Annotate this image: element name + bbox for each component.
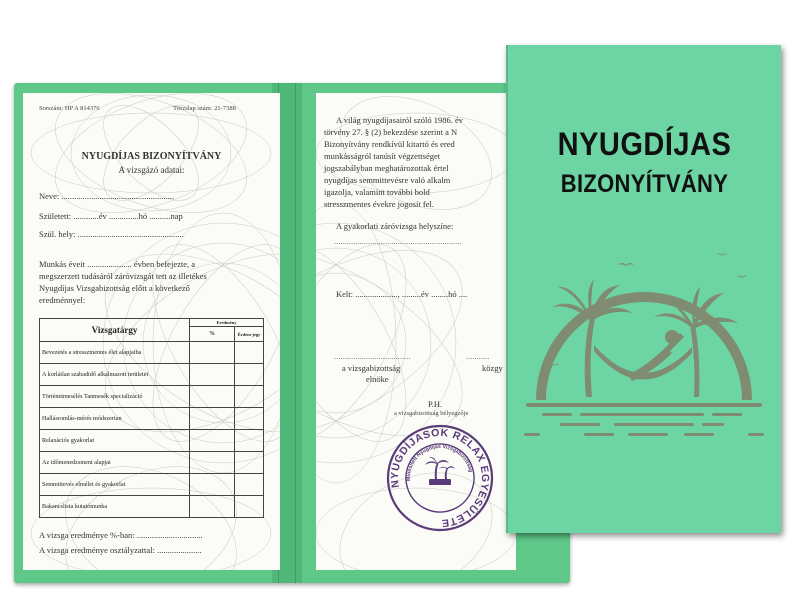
chair-label-line-1: a vizsgabizottság xyxy=(342,363,401,373)
candidate-data-heading: A vizsgázó adatai: xyxy=(118,165,185,175)
member-label: közgy xyxy=(482,363,503,373)
grades-table xyxy=(39,318,264,518)
serial-number: Sorszám: HP A 814376 xyxy=(39,105,100,112)
date-line: Kelt: ...................., .........év ........hó .... xyxy=(336,289,468,299)
legal-text-line-3: Bizonyítvány rendkívül kitartó és ered xyxy=(324,139,455,149)
subject-cell: Hallásromlás-mérés módszertan xyxy=(40,408,190,430)
legal-text-line-8: stresszmentes évekre jogosít fel. xyxy=(324,199,434,209)
table-row xyxy=(40,474,264,496)
name-line: Neve: ..................................................... xyxy=(39,191,175,201)
intro-line-3: Nyugdíjas Vizsgabizottság előtt a következő xyxy=(39,283,190,293)
table-row xyxy=(40,408,264,430)
subject-cell: Az időmenedzsment alapjai xyxy=(40,452,190,474)
intro-line-2: megszerzett tudásáról záróvizsgát tett az illetékes xyxy=(39,271,207,281)
stamp-outer-text: NYUGDÍJASOK RELAX EGYESÜLETE xyxy=(388,426,492,530)
chair-label-line-2: elnöke xyxy=(366,374,389,384)
legal-text-line-1: A világ nyugdíjasairól szóló 1986. év xyxy=(336,115,464,125)
legal-text-line-6: nyugdíjas semmittevésre való alkalm xyxy=(324,175,451,185)
intro-line-4: eredménnyel: xyxy=(39,295,86,305)
subject-cell: Bevezetés a stresszmentes élet alapjaiba xyxy=(40,342,190,364)
subject-cell: Bakancslista kutatómunka xyxy=(40,496,190,518)
signature-line: .................................... xyxy=(334,351,411,361)
subject-cell: A korlátlan szabadidő alkalmazott területei xyxy=(40,364,190,386)
table-row xyxy=(40,386,264,408)
birth-date-line: Született: ............év ..............hó ..........nap xyxy=(39,211,183,221)
table-row xyxy=(40,452,264,474)
ph-label: P.H. xyxy=(428,399,443,409)
legal-text-line-4: munkásságról tanúsít végzettséget xyxy=(324,151,441,161)
percent-header: % xyxy=(190,327,235,342)
left-page xyxy=(23,93,280,570)
intro-line-1: Munkás éveit ..................... évben befejezte, a xyxy=(39,259,196,269)
result-grade-line: A vizsga eredménye osztályzattal: ..................... xyxy=(39,545,202,555)
palm-hammock-sunset-icon xyxy=(524,225,764,487)
official-stamp xyxy=(385,423,495,533)
certificate-cover xyxy=(506,45,781,533)
cover-title-line-2: BIZONYÍTVÁNY xyxy=(560,169,729,198)
result-header: Eredmény xyxy=(190,319,264,327)
legal-text-line-2: törvény 27. § (2) bekezdése szerint a N xyxy=(324,127,458,137)
table-row xyxy=(40,430,264,452)
legal-text-line-5: jogszabályban meghatározottak értel xyxy=(324,163,449,173)
birth-place-line: Szül. hely: .................................................. xyxy=(39,229,184,239)
dotted-line: ............................................................ xyxy=(334,236,462,246)
table-row xyxy=(40,342,264,364)
subject-cell: Semmittevés elmélet és gyakorlat xyxy=(40,474,190,496)
subject-cell: Történetmesélés Tanmesék specializáció xyxy=(40,386,190,408)
subject-cell: Relaxációs gyakorlat xyxy=(40,430,190,452)
certificate-title: NYUGDÍJAS BIZONYÍTVÁNY xyxy=(81,151,222,162)
svg-text:NYUGDÍJASOK RELAX EGYESÜLETE xyxy=(385,423,495,533)
stamp-inner-text: Minősített Nyugdíjas Vizsgabizottság xyxy=(405,443,474,482)
grade-header: Érdem-jegy xyxy=(235,327,264,342)
signature-line: ........... xyxy=(466,351,490,361)
register-number: Törzslap szám: 21-7388 xyxy=(173,105,236,112)
table-row xyxy=(40,496,264,518)
legal-text-line-7: igazolja, valamint további bold xyxy=(324,187,430,197)
cover-title-line-1: NYUGDÍJAS xyxy=(557,127,732,163)
stamp-palm-icon xyxy=(425,457,455,485)
stamp-caption: a vizsgabizottság bélyegzője xyxy=(394,410,469,417)
table-row xyxy=(40,364,264,386)
result-percent-line: A vizsga eredménye %-ban: ............................... xyxy=(39,530,203,540)
subject-header: Vizsgatárgy xyxy=(40,319,190,342)
exam-place-label: A gyakorlati záróvizsga helyszíne: xyxy=(336,221,454,231)
